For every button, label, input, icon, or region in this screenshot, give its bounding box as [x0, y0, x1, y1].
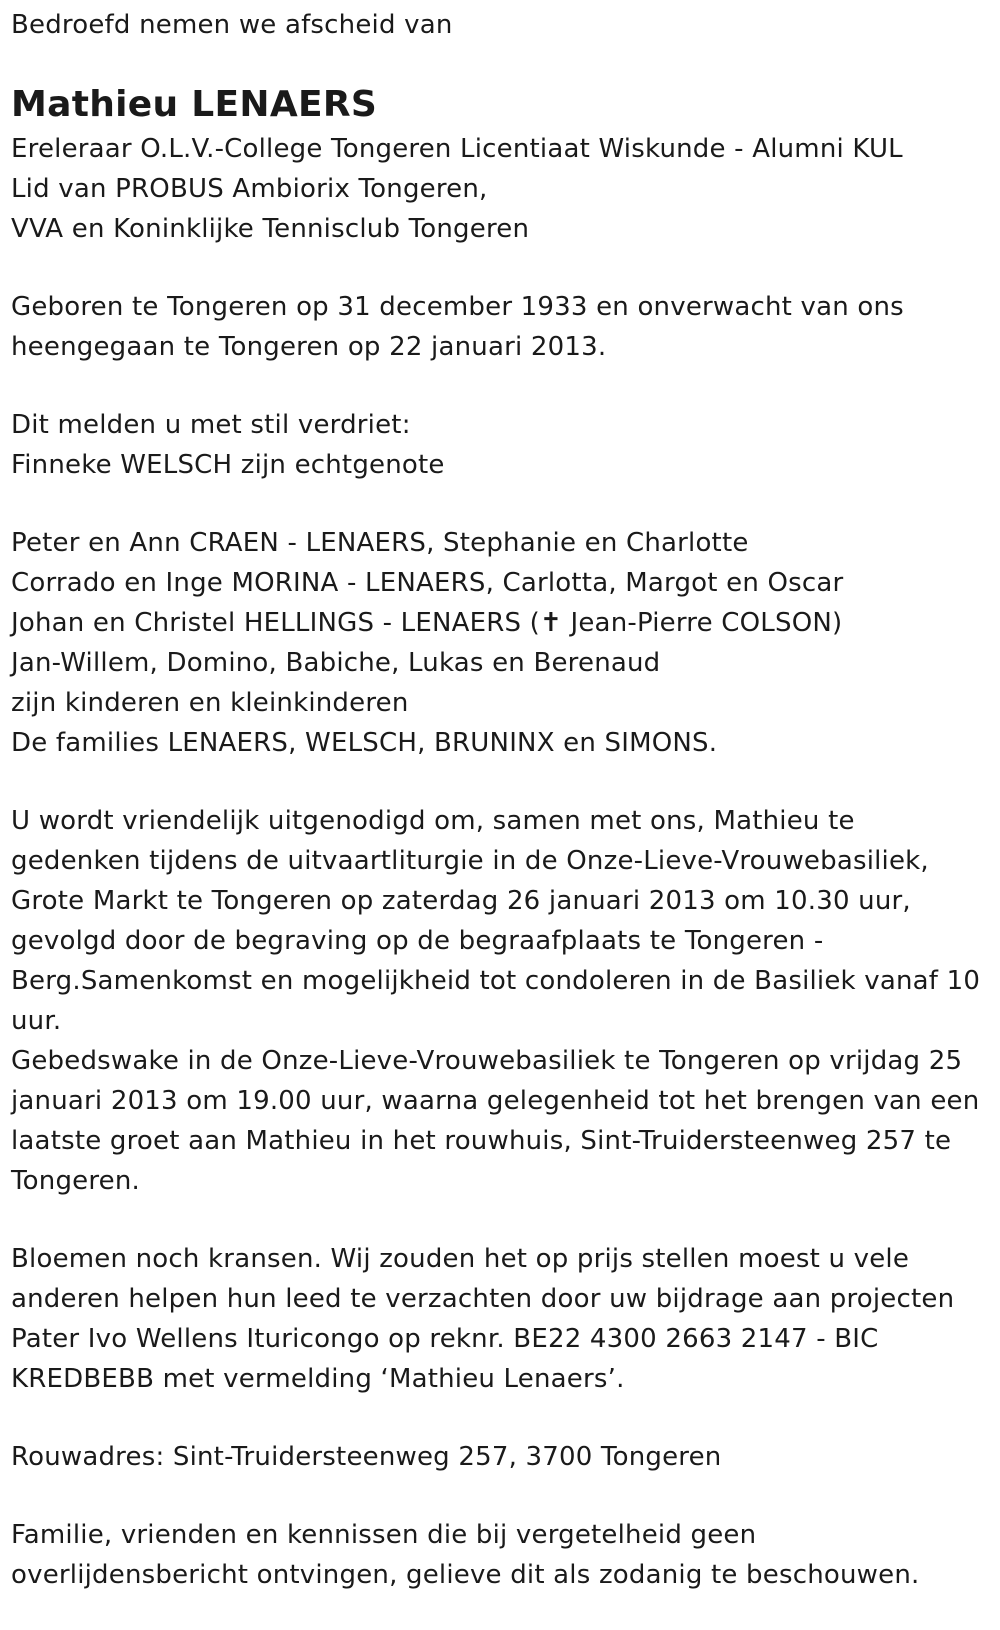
donation-line: anderen helpen hun leed te verzachten door uw bijdrage aan projecten [11, 1284, 955, 1314]
mourning-address: Rouwadres: Sint-Truidersteenweg 257, 3700 Tongeren [11, 1442, 722, 1472]
spacer [11, 485, 991, 523]
closing-line: overlijdensbericht ontvingen, gelieve dit als zodanig te beschouwen. [11, 1560, 920, 1590]
spacer [11, 1477, 991, 1515]
ceremony-line: gevolgd door de begraving op de begraafplaats te Tongeren - [11, 926, 824, 956]
family-line: Corrado en Inge MORINA - LENAERS, Carlotta, Margot en Oscar [11, 568, 844, 598]
ceremony-line: U wordt vriendelijk uitgenodigd om, samen met ons, Mathieu te [11, 806, 855, 836]
family-block [11, 523, 991, 763]
deceased-name: Mathieu LENAERS [11, 84, 378, 125]
spacer [11, 1399, 991, 1437]
title-line: Lid van PROBUS Ambiorix Tongeren, [11, 174, 488, 204]
spacer [11, 367, 991, 405]
closing-block [11, 1515, 991, 1595]
obituary-notice [11, 0, 991, 1595]
spacer [11, 763, 991, 801]
donation-line: KREDBEBB met vermelding ‘Mathieu Lenaers’. [11, 1364, 625, 1394]
birth-death-line: heengegaan te Tongeren op 22 januari 2013. [11, 332, 607, 362]
family-line: De families LENAERS, WELSCH, BRUNINX en SIMONS. [11, 728, 718, 758]
family-line-text: Johan en Christel HELLINGS - LENAERS ( [11, 608, 541, 638]
ceremony-line: gedenken tijdens de uitvaartliturgie in de Onze-Lieve-Vrouwebasiliek, [11, 846, 929, 876]
donation-line: Bloemen noch kransen. Wij zouden het op prijs stellen moest u vele [11, 1244, 910, 1274]
ceremony-line: uur. [11, 1006, 62, 1036]
donation-line: Pater Ivo Wellens Ituricongo op reknr. BE22 4300 2663 2147 - BIC [11, 1324, 879, 1354]
ceremony-line: januari 2013 om 19.00 uur, waarna gelegenheid tot het brengen van een [11, 1086, 980, 1116]
ceremony-line: laatste groet aan Mathieu in het rouwhuis, Sint-Truidersteenweg 257 te [11, 1126, 952, 1156]
announcement-line: Dit melden u met stil verdriet: [11, 410, 411, 440]
closing-line: Familie, vrienden en kennissen die bij vergetelheid geen [11, 1520, 757, 1550]
family-line: Jan-Willem, Domino, Babiche, Lukas en Berenaud [11, 648, 661, 678]
intro-text: Bedroefd nemen we afscheid van [11, 10, 453, 40]
cross-icon: ✝ [540, 608, 563, 638]
spouse-line: Finneke WELSCH zijn echtgenote [11, 450, 445, 480]
birth-death-block [11, 287, 991, 367]
title-line: Ereleraar O.L.V.-College Tongeren Licentiaat Wiskunde - Alumni KUL [11, 134, 903, 164]
titles-block [11, 129, 991, 249]
ceremony-line: Gebedswake in de Onze-Lieve-Vrouwebasiliek te Tongeren op vrijdag 25 [11, 1046, 963, 1076]
donation-block [11, 1239, 991, 1399]
announcement-block [11, 405, 991, 485]
ceremony-line: Tongeren. [11, 1166, 141, 1196]
ceremony-block [11, 801, 991, 1201]
family-line [11, 603, 991, 643]
ceremony-line: Berg.Samenkomst en mogelijkheid tot condoleren in de Basiliek vanaf 10 [11, 966, 981, 996]
ceremony-line: Grote Markt te Tongeren op zaterdag 26 januari 2013 om 10.30 uur, [11, 886, 911, 916]
family-line: zijn kinderen en kleinkinderen [11, 688, 409, 718]
spacer [11, 249, 991, 287]
spacer [11, 1201, 991, 1239]
family-line: Peter en Ann CRAEN - LENAERS, Stephanie en Charlotte [11, 528, 749, 558]
title-line: VVA en Koninklijke Tennisclub Tongeren [11, 214, 530, 244]
family-line-text: Jean-Pierre COLSON) [562, 608, 843, 638]
birth-death-line: Geboren te Tongeren op 31 december 1933 en onverwacht van ons [11, 292, 904, 322]
